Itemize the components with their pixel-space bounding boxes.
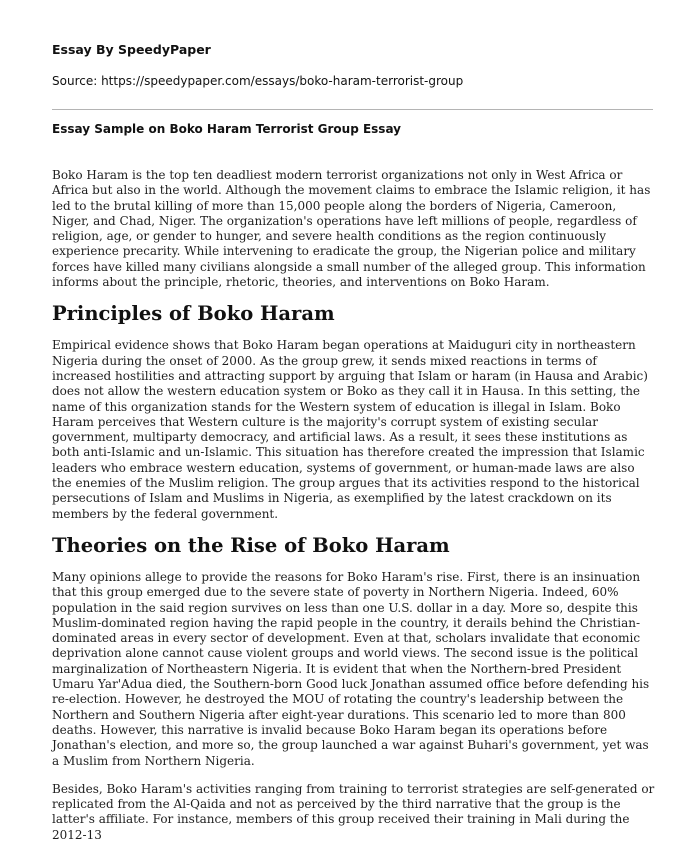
theories-paragraph-2: Besides, Boko Haram's activities ranging from training to terrorist strategies are self-generated or replicated from the Al-Qaida and not as perceived by the third narrative that the group is the latter's affiliate. For instance, members of this group received their training in Mali during the 2012-13 — [52, 781, 655, 842]
principles-paragraph: Empirical evidence shows that Boko Haram began operations at Maiduguri city in northeastern Nigeria during the onset of 2000. As the group grew, it sends mixed reactions in terms of increased hostilities and attracting support by arguing that Islam or haram (in Hausa and Arabic) does not allow the western education system or Boko as they call it in Hausa. In this setting, the name of this organization stands for the Western system of education is illegal in Islam. Boko Haram perceives that Western culture is the majority's corrupt system of existing secular government, multiparty democracy, and artificial laws. As a result, it sees these institutions as both anti-Islamic and un-Islamic. This situation has therefore created the impression that Islamic leaders who embrace western education, systems of government, or human-made laws are also the enemies of the Muslim religion. The group argues that its activities respond to the historical persecutions of Islam and Muslims in Nigeria, as exemplified by the latest crackdown on its members by the federal government. — [52, 338, 648, 521]
source-url: Source: https://speedypaper.com/essays/boko-haram-terrorist-group — [52, 74, 464, 88]
theories-paragraph-1: Many opinions allege to provide the reasons for Boko Haram's rise. First, there is an insinuation that this group emerged due to the severe state of poverty in Northern Nigeria. Indeed, 60% population in the said region survives on less than one U.S. dollar in a day. More so, despite this Muslim-dominated region having the rapid people in the country, it derails behind the Christian-dominated areas in every sector of development. Even at that, scholars invalidate that economic deprivation alone cannot cause violent groups and world views. The second issue is the political marginalization of Northeastern Nigeria. It is evident that when the Northern-bred President Umaru Yar'Adua died, the Southern-born Good luck Jonathan assumed office before defending his re-election. However, he destroyed the MOU of rotating the country's leadership between the Northern and Southern Nigeria after eight-year durations. This scenario led to more than 800 deaths. However, this narrative is invalid because Boko Haram began its operations before Jonathan's election, and more so, the group launched a war against Buhari's government, yet was a Muslim from Northern Nigeria. — [52, 569, 650, 768]
essay-author-label: Essay By SpeedyPaper — [52, 42, 211, 57]
essay-body — [52, 168, 656, 843]
document-title: Essay Sample on Boko Haram Terrorist Group Essay — [52, 122, 402, 136]
section-heading-principles: Principles of Boko Haram — [52, 302, 335, 326]
intro-paragraph: Boko Haram is the top ten deadliest modern terrorist organizations not only in West Africa or Africa but also in the world. Although the movement claims to embrace the Islamic religion, it has led to the brutal killing of more than 15,000 people along the borders of Nigeria, Cameroon, Niger, and Chad, Niger. The organization's operations have left millions of people, regardless of religion, age, or gender to hunger, and severe health conditions as the region continuously experience precarity. While intervening to eradicate the group, the Nigerian police and military forces have killed many civilians alongside a small number of the alleged group. This information informs about the principle, rhetoric, theories, and interventions on Boko Haram. — [52, 168, 651, 290]
section-heading-theories: Theories on the Rise of Boko Haram — [52, 533, 450, 557]
header-divider — [52, 109, 653, 110]
